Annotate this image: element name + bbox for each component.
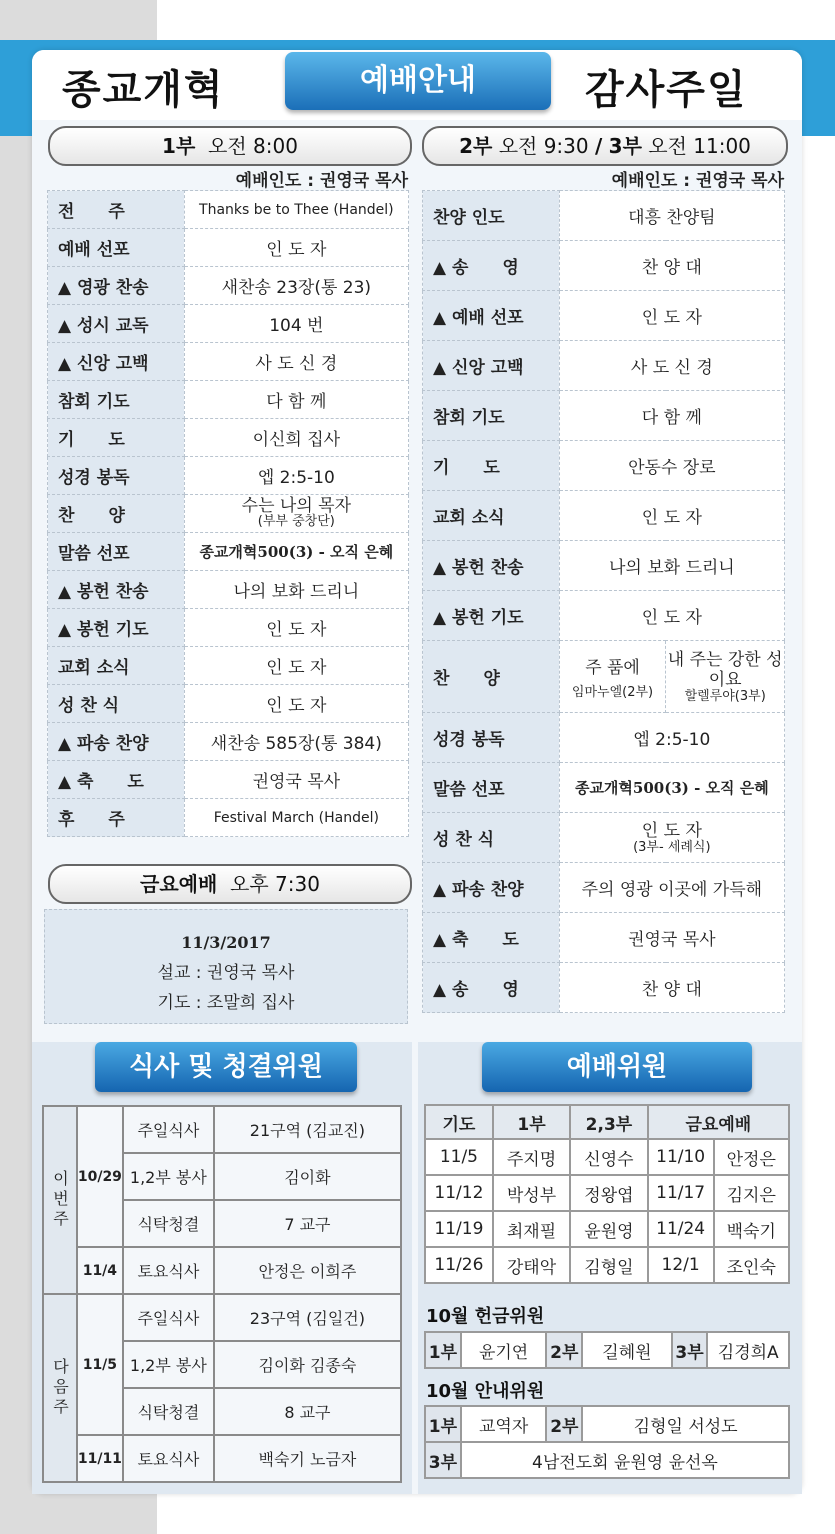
table-row bbox=[48, 267, 409, 305]
service1-pill bbox=[48, 126, 412, 166]
table-row bbox=[423, 641, 785, 713]
order-item-value-text: 종교개혁500(3) - 오직 은혜 bbox=[574, 779, 769, 797]
meal-kind: 토요식사 bbox=[123, 1247, 214, 1294]
usher-part2: 2부 bbox=[546, 1406, 582, 1442]
table-row bbox=[423, 913, 785, 963]
table-row bbox=[423, 291, 785, 341]
worship-table bbox=[424, 1104, 790, 1284]
table-row bbox=[48, 419, 409, 457]
meal-kind: 주일식사 bbox=[123, 1106, 214, 1153]
table-row bbox=[423, 391, 785, 441]
order-item-value bbox=[184, 419, 408, 457]
col-header-service1: 1부 bbox=[493, 1105, 570, 1139]
order-item-value bbox=[184, 457, 408, 495]
order-item-value bbox=[184, 343, 408, 381]
order-item-value bbox=[559, 963, 784, 1013]
order-item-label: 참회 기도 bbox=[48, 381, 185, 419]
order-item-value bbox=[184, 533, 408, 571]
order-item-value-text: Festival March (Handel) bbox=[213, 809, 379, 826]
order-item-label: 찬 양 bbox=[48, 495, 185, 533]
order-item-value bbox=[559, 913, 784, 963]
praise-service2-title: 주 품에 bbox=[585, 658, 640, 678]
worship-title-banner: 예배위원 bbox=[482, 1042, 752, 1092]
order-item-value-text: 인 도 자 bbox=[641, 308, 702, 328]
this-week-label bbox=[43, 1106, 77, 1294]
order-item-value bbox=[184, 799, 408, 837]
table-row bbox=[48, 571, 409, 609]
meal-kind: 식탁청결 bbox=[123, 1200, 214, 1247]
order-item-label: 성경 봉독 bbox=[423, 713, 560, 763]
service2-time: 오전 9:30 bbox=[498, 134, 589, 158]
order-item-value-text: 인 도 자 bbox=[641, 820, 702, 841]
worship-cell: 백숙기 bbox=[714, 1211, 789, 1247]
order-item-value bbox=[559, 391, 784, 441]
table-row bbox=[48, 343, 409, 381]
order-item-label: 참회 기도 bbox=[423, 391, 560, 441]
worship-cell: 주지명 bbox=[493, 1139, 570, 1175]
order-item-value-text: 종교개혁500(3) - 오직 은혜 bbox=[199, 543, 394, 561]
order-item-value-text: 다 함 께 bbox=[266, 392, 327, 412]
order-item-value-text: 사 도 신 경 bbox=[630, 358, 713, 378]
order-item-value bbox=[559, 541, 784, 591]
order-item-value-text: 인 도 자 bbox=[266, 696, 327, 716]
order-item-value-text: 인 도 자 bbox=[266, 658, 327, 678]
order-item-value bbox=[184, 229, 408, 267]
order-item-value bbox=[559, 191, 784, 241]
offering-part1: 1부 bbox=[425, 1332, 461, 1368]
usher-name3: 4남전도회 윤원영 윤선옥 bbox=[461, 1442, 789, 1478]
service3-time: 오전 11:00 bbox=[648, 134, 751, 158]
table-header-row bbox=[425, 1105, 789, 1139]
offering-name3: 김경희A bbox=[707, 1332, 789, 1368]
order-item-note: (부부 중창단) bbox=[257, 514, 335, 529]
worship-cell: 11/17 bbox=[648, 1175, 714, 1211]
order-item-value-text: 찬 양 대 bbox=[641, 980, 702, 1000]
col-header-service23: 2,3부 bbox=[570, 1105, 648, 1139]
worship-cell: 11/19 bbox=[425, 1211, 493, 1247]
order-item-label: 기 도 bbox=[48, 419, 185, 457]
usher-title: 10월 안내위원 bbox=[426, 1381, 545, 1402]
order-item-label: 말씀 선포 bbox=[48, 533, 185, 571]
table-row bbox=[425, 1139, 789, 1175]
table-row bbox=[43, 1294, 401, 1341]
order-item-value-text: 이신희 집사 bbox=[252, 430, 341, 450]
table-row bbox=[423, 713, 785, 763]
center-title-banner: 예배안내 bbox=[285, 52, 551, 110]
order-item-label: 기 도 bbox=[423, 441, 560, 491]
col-header-friday: 금요예배 bbox=[648, 1105, 789, 1139]
offering-name2: 길혜원 bbox=[582, 1332, 671, 1368]
order-item-label: ▲ 축 도 bbox=[423, 913, 560, 963]
meal-who: 7 교구 bbox=[214, 1200, 401, 1247]
table-row bbox=[43, 1435, 401, 1482]
order-item-label: 말씀 선포 bbox=[423, 763, 560, 813]
service1-part: 1부 bbox=[162, 134, 196, 158]
order-item-value-text: 인 도 자 bbox=[641, 508, 702, 528]
order-item-label: ▲ 신앙 고백 bbox=[48, 343, 185, 381]
next-week-text: 다음주 bbox=[50, 1358, 70, 1418]
praise-service2-choir: 임마누엘(2부) bbox=[571, 685, 654, 700]
meal-kind: 1,2부 봉사 bbox=[123, 1153, 214, 1200]
order-item-label: 교회 소식 bbox=[48, 647, 185, 685]
worship-cell: 김지은 bbox=[714, 1175, 789, 1211]
worship-cell: 조인숙 bbox=[714, 1247, 789, 1283]
order-item-value bbox=[184, 647, 408, 685]
right-title: 감사주일 bbox=[585, 66, 748, 113]
worship-cell: 11/12 bbox=[425, 1175, 493, 1211]
worship-cell: 11/26 bbox=[425, 1247, 493, 1283]
worship-cell: 11/24 bbox=[648, 1211, 714, 1247]
table-row bbox=[48, 191, 409, 229]
table-row bbox=[423, 963, 785, 1013]
service23-pill bbox=[422, 126, 788, 166]
table-row bbox=[423, 441, 785, 491]
next-week-label bbox=[43, 1294, 77, 1482]
order-item-label: 전 주 bbox=[48, 191, 185, 229]
order-item-label: 성 찬 식 bbox=[48, 685, 185, 723]
order-item-value bbox=[184, 191, 408, 229]
order-item-value bbox=[559, 863, 784, 913]
service1-order-table bbox=[47, 190, 409, 837]
order-item-value-text: 나의 보화 드리니 bbox=[233, 582, 360, 602]
meal-who: 8 교구 bbox=[214, 1388, 401, 1435]
order-item-label: ▲ 봉헌 찬송 bbox=[48, 571, 185, 609]
left-title: 종교개혁 bbox=[62, 66, 225, 113]
service23-leader: 예배인도 : 권영국 목사 bbox=[611, 171, 784, 191]
order-item-value-text: 수는 나의 목자 bbox=[241, 496, 351, 516]
col-header-prayer: 기도 bbox=[425, 1105, 493, 1139]
table-row bbox=[425, 1175, 789, 1211]
order-item-value bbox=[559, 291, 784, 341]
order-item-label: 예배 선포 bbox=[48, 229, 185, 267]
order-item-value bbox=[559, 591, 784, 641]
table-row bbox=[423, 491, 785, 541]
worship-cell: 김형일 bbox=[570, 1247, 648, 1283]
order-item-value-text: 인 도 자 bbox=[266, 240, 327, 260]
meal-who: 김이화 bbox=[214, 1153, 401, 1200]
worship-cell: 11/5 bbox=[425, 1139, 493, 1175]
meal-date: 10/29 bbox=[77, 1106, 123, 1247]
friday-time: 오후 7:30 bbox=[230, 872, 320, 896]
meal-date: 11/4 bbox=[77, 1247, 123, 1294]
order-item-label: ▲ 성시 교독 bbox=[48, 305, 185, 343]
order-item-value-text: 권영국 목사 bbox=[628, 930, 716, 950]
meal-who: 백숙기 노금자 bbox=[214, 1435, 401, 1482]
order-item-value bbox=[184, 609, 408, 647]
worship-cell: 12/1 bbox=[648, 1247, 714, 1283]
friday-info-box bbox=[44, 909, 408, 1024]
order-item-value-text: 사 도 신 경 bbox=[255, 354, 338, 374]
service-separator: / bbox=[594, 134, 603, 158]
table-row bbox=[423, 863, 785, 913]
usher-name2: 김형일 서성도 bbox=[582, 1406, 789, 1442]
friday-title: 금요예배 bbox=[140, 872, 218, 896]
order-item-value bbox=[559, 713, 784, 763]
table-row bbox=[48, 723, 409, 761]
meal-table bbox=[42, 1105, 402, 1483]
order-item-label: 후 주 bbox=[48, 799, 185, 837]
table-row bbox=[425, 1332, 789, 1368]
offering-part2: 2부 bbox=[546, 1332, 582, 1368]
order-item-value-text: 인 도 자 bbox=[266, 620, 327, 640]
meal-date: 11/5 bbox=[77, 1294, 123, 1435]
order-item-value-text: 안동수 장로 bbox=[628, 458, 716, 478]
table-row bbox=[43, 1106, 401, 1153]
table-row bbox=[48, 609, 409, 647]
service1-leader: 예배인도 : 권영국 목사 bbox=[235, 171, 408, 191]
order-item-value-text: 주의 영광 이곳에 가득해 bbox=[581, 880, 763, 900]
order-item-value bbox=[559, 341, 784, 391]
meal-title-banner: 식사 및 청결위원 bbox=[95, 1042, 357, 1092]
order-item-label: 성 찬 식 bbox=[423, 813, 560, 863]
table-row bbox=[48, 761, 409, 799]
table-row bbox=[423, 541, 785, 591]
worship-cell: 신영수 bbox=[570, 1139, 648, 1175]
order-item-label: 교회 소식 bbox=[423, 491, 560, 541]
order-item-value bbox=[184, 267, 408, 305]
order-item-label: 찬 양 bbox=[423, 641, 560, 713]
table-row bbox=[423, 241, 785, 291]
order-item-value bbox=[559, 813, 784, 863]
meal-who: 23구역 (김일건) bbox=[214, 1294, 401, 1341]
order-item-value bbox=[184, 761, 408, 799]
order-item-label: ▲ 축 도 bbox=[48, 761, 185, 799]
offering-title: 10월 헌금위원 bbox=[426, 1306, 545, 1327]
order-item-label: ▲ 봉헌 찬송 bbox=[423, 541, 560, 591]
praise-service3-choir: 할렐루야(3부) bbox=[684, 688, 766, 704]
order-item-value-text: 다 함 께 bbox=[641, 408, 702, 428]
table-row bbox=[423, 763, 785, 813]
table-row bbox=[43, 1247, 401, 1294]
table-row bbox=[48, 647, 409, 685]
table-row bbox=[423, 191, 785, 241]
service1-time: 오전 8:00 bbox=[208, 134, 298, 158]
order-item-value bbox=[184, 495, 408, 533]
friday-sermon: 설교 : 권영국 목사 bbox=[157, 963, 295, 983]
meal-date: 11/11 bbox=[77, 1435, 123, 1482]
praise-service3 bbox=[666, 641, 785, 713]
praise-service2 bbox=[559, 641, 666, 713]
order-item-value-text: 새찬송 23장(통 23) bbox=[221, 278, 372, 298]
order-item-label: ▲ 파송 찬양 bbox=[423, 863, 560, 913]
worship-cell: 11/10 bbox=[648, 1139, 714, 1175]
table-row bbox=[48, 229, 409, 267]
order-item-value bbox=[184, 685, 408, 723]
order-item-label: ▲ 송 영 bbox=[423, 963, 560, 1013]
table-row bbox=[423, 341, 785, 391]
table-row bbox=[48, 457, 409, 495]
order-item-label: ▲ 예배 선포 bbox=[423, 291, 560, 341]
worship-cell: 안정은 bbox=[714, 1139, 789, 1175]
order-item-value bbox=[184, 381, 408, 419]
order-item-label: ▲ 송 영 bbox=[423, 241, 560, 291]
order-item-label: 성경 봉독 bbox=[48, 457, 185, 495]
offering-table bbox=[424, 1331, 790, 1369]
worship-cell: 정왕엽 bbox=[570, 1175, 648, 1211]
table-row bbox=[48, 305, 409, 343]
meal-kind: 토요식사 bbox=[123, 1435, 214, 1482]
order-item-value-text: 엡 2:5-10 bbox=[633, 730, 711, 750]
meal-who: 21구역 (김교진) bbox=[214, 1106, 401, 1153]
friday-date: 11/3/2017 bbox=[181, 933, 271, 952]
order-item-value-text: 인 도 자 bbox=[641, 608, 702, 628]
meal-kind: 주일식사 bbox=[123, 1294, 214, 1341]
order-item-value bbox=[184, 723, 408, 761]
usher-name1: 교역자 bbox=[461, 1406, 547, 1442]
meal-kind: 식탁청결 bbox=[123, 1388, 214, 1435]
table-row bbox=[425, 1406, 789, 1442]
order-item-value bbox=[559, 491, 784, 541]
meal-who: 안정은 이희주 bbox=[214, 1247, 401, 1294]
usher-part1: 1부 bbox=[425, 1406, 461, 1442]
order-item-value bbox=[559, 241, 784, 291]
table-row bbox=[48, 685, 409, 723]
order-item-label: ▲ 영광 찬송 bbox=[48, 267, 185, 305]
order-item-value-text: 찬 양 대 bbox=[641, 258, 702, 278]
order-item-value bbox=[184, 305, 408, 343]
offering-name1: 윤기연 bbox=[461, 1332, 546, 1368]
table-row bbox=[425, 1442, 789, 1478]
order-item-value-text: 권영국 목사 bbox=[252, 772, 341, 792]
order-item-label: 찬양 인도 bbox=[423, 191, 560, 241]
order-item-value bbox=[559, 763, 784, 813]
this-week-text: 이번주 bbox=[50, 1170, 70, 1230]
praise-service3-title: 내 주는 강한 성이요 bbox=[667, 649, 783, 690]
order-item-value bbox=[559, 441, 784, 491]
worship-cell: 윤원영 bbox=[570, 1211, 648, 1247]
table-row bbox=[423, 813, 785, 863]
order-item-value-text: 엡 2:5-10 bbox=[257, 468, 335, 488]
table-row bbox=[48, 495, 409, 533]
worship-cell: 최재필 bbox=[493, 1211, 570, 1247]
table-row bbox=[425, 1247, 789, 1283]
order-item-value-text: 대흥 찬양팀 bbox=[628, 208, 716, 228]
order-item-label: ▲ 파송 찬양 bbox=[48, 723, 185, 761]
table-row bbox=[425, 1211, 789, 1247]
order-item-value-text: 나의 보화 드리니 bbox=[608, 558, 735, 578]
service23-order-table bbox=[422, 190, 785, 1013]
friday-pill bbox=[48, 864, 412, 904]
table-row bbox=[48, 799, 409, 837]
service2-part: 2부 bbox=[459, 134, 493, 158]
table-row bbox=[48, 533, 409, 571]
service3-part: 3부 bbox=[608, 134, 642, 158]
order-item-label: ▲ 봉헌 기도 bbox=[48, 609, 185, 647]
table-row bbox=[423, 591, 785, 641]
order-item-value bbox=[184, 571, 408, 609]
meal-kind: 1,2부 봉사 bbox=[123, 1341, 214, 1388]
worship-cell: 강태악 bbox=[493, 1247, 570, 1283]
order-item-value-text: 104 번 bbox=[269, 316, 324, 336]
usher-part3: 3부 bbox=[425, 1442, 461, 1478]
offering-part3: 3부 bbox=[672, 1332, 708, 1368]
order-item-note: (3부- 세례식) bbox=[633, 839, 711, 855]
order-item-value-text: Thanks be to Thee (Handel) bbox=[199, 201, 394, 218]
friday-prayer: 기도 : 조말희 집사 bbox=[157, 993, 295, 1013]
worship-cell: 박성부 bbox=[493, 1175, 570, 1211]
table-row bbox=[48, 381, 409, 419]
order-item-value-text: 새찬송 585장(통 384) bbox=[210, 734, 382, 754]
order-item-label: ▲ 봉헌 기도 bbox=[423, 591, 560, 641]
usher-table bbox=[424, 1405, 790, 1479]
order-item-label: ▲ 신앙 고백 bbox=[423, 341, 560, 391]
meal-who: 김이화 김종숙 bbox=[214, 1341, 401, 1388]
